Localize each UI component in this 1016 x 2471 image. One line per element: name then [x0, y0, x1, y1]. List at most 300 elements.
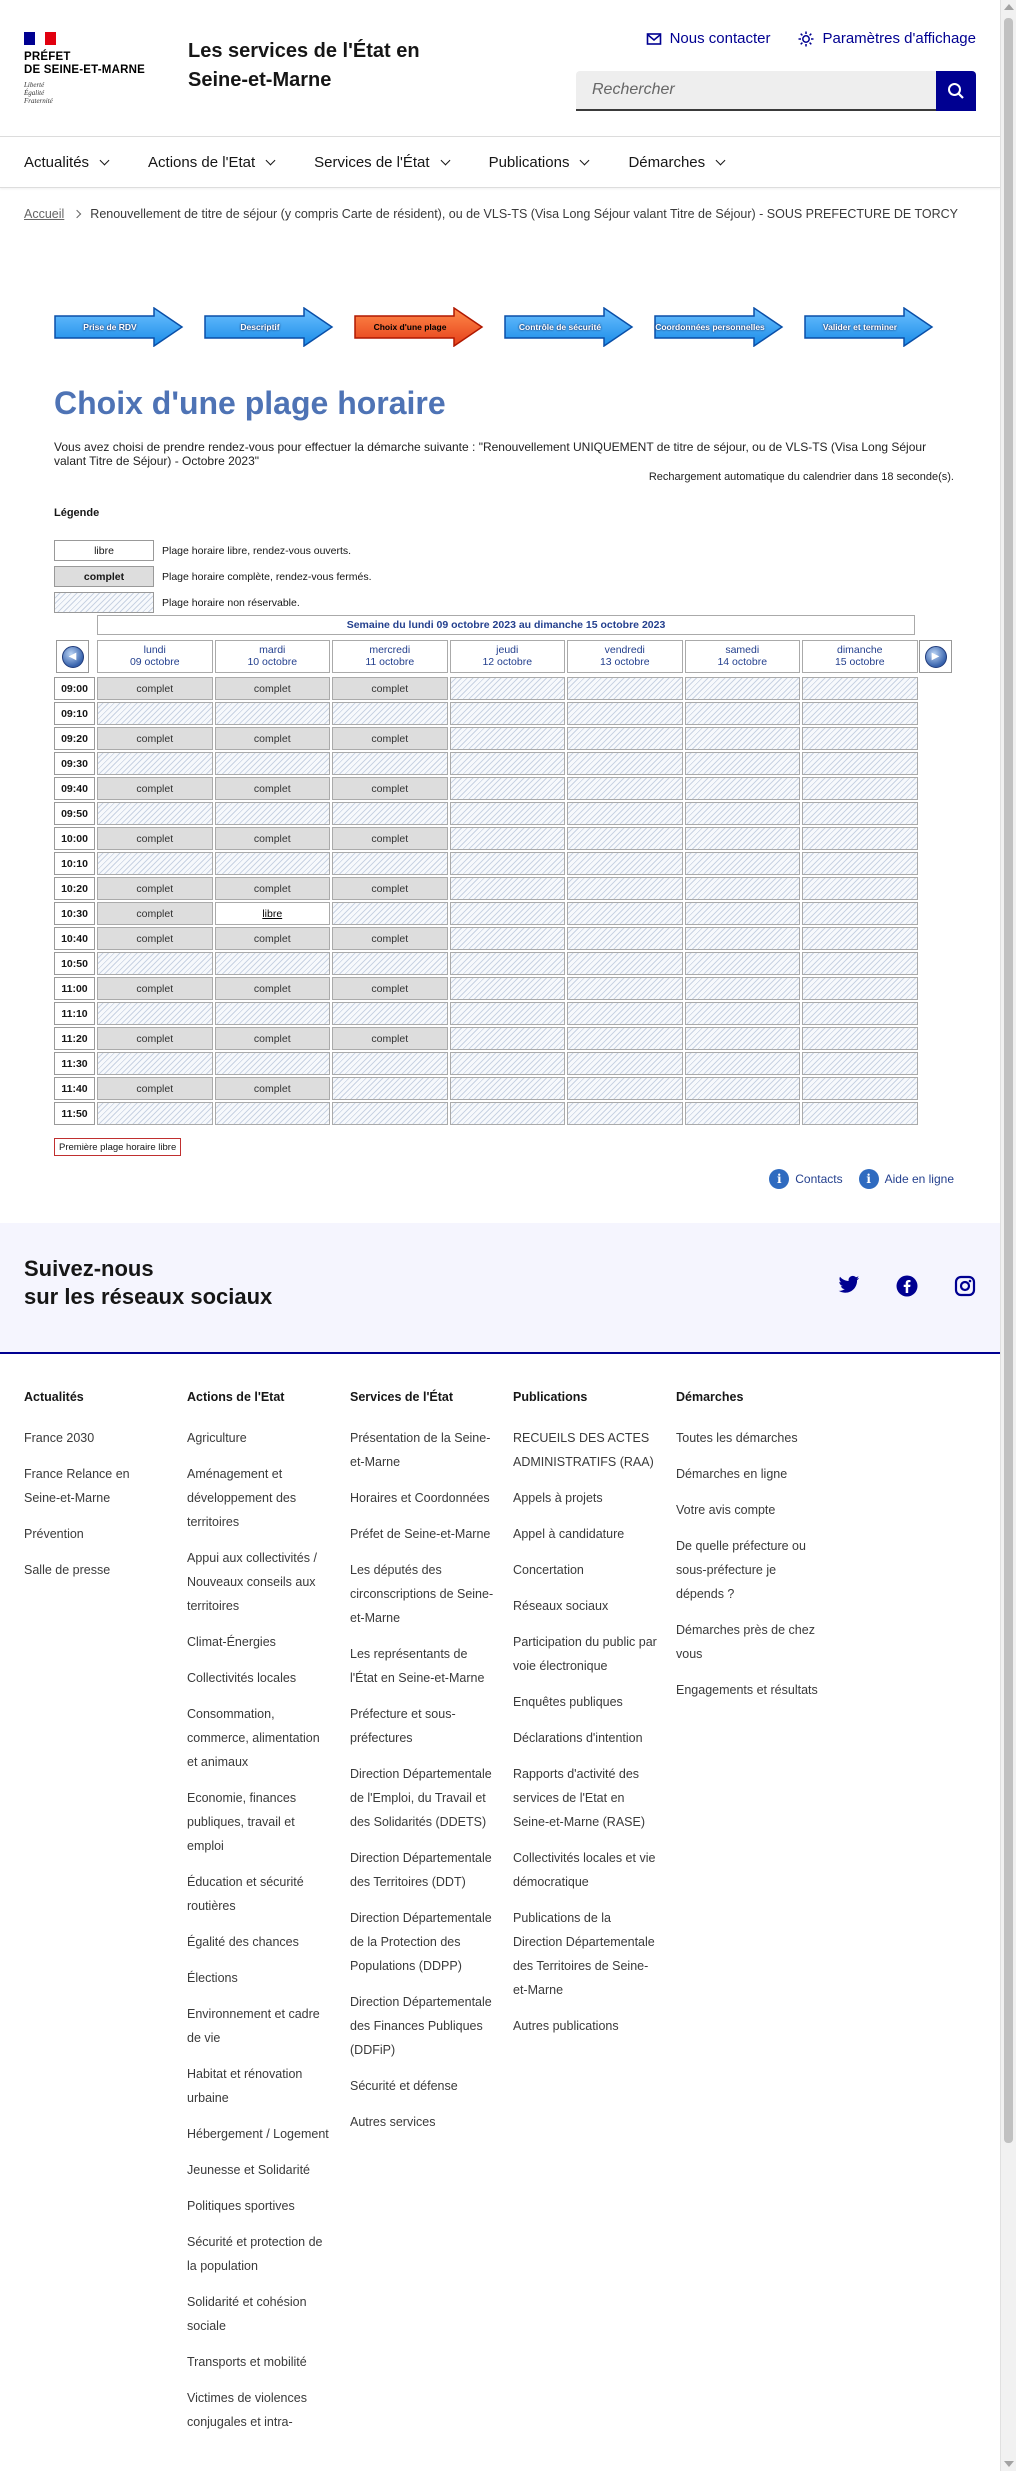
slot-full: complet [215, 777, 331, 800]
slot-full: complet [97, 777, 213, 800]
contacts-link[interactable] [769, 1169, 842, 1189]
nav-item-label: Publications [488, 154, 570, 171]
slot-unavailable [97, 1102, 213, 1125]
calendar-row [54, 927, 918, 950]
footer-link[interactable]: Habitat et rénovation urbaine [187, 2067, 303, 2105]
slot-unavailable [802, 852, 918, 875]
legend-heading: Légende [54, 507, 100, 519]
slot-unavailable [802, 1052, 918, 1075]
slot-full: complet [215, 827, 331, 850]
time-slot-label: 11:30 [54, 1052, 95, 1075]
time-slot-label: 10:20 [54, 877, 95, 900]
slot-unavailable [332, 852, 448, 875]
slot-full: complet [332, 877, 448, 900]
slot-unavailable [685, 1102, 801, 1125]
scrollbar-thumb[interactable] [1004, 18, 1013, 2143]
footer-link[interactable]: Direction Départementale de la Protection des Populations (DDPP) [350, 1911, 492, 1973]
day-header [332, 640, 448, 673]
calendar-row [54, 1027, 918, 1050]
nav-item-label: Actions de l'Etat [148, 154, 256, 171]
slot-unavailable [450, 927, 566, 950]
slot-unavailable [685, 902, 801, 925]
calendar-row [54, 752, 918, 775]
footer-link[interactable]: Collectivités locales et vie démocratique [513, 1851, 656, 1889]
day-headers [97, 640, 918, 673]
step-3 [354, 307, 484, 347]
time-slot-label: 09:20 [54, 727, 95, 750]
chevron-down-icon [100, 156, 110, 166]
slot-unavailable [567, 827, 683, 850]
footer-column [513, 1390, 676, 2446]
footer-link[interactable]: Prévention [24, 1527, 84, 1541]
slot-unavailable [802, 777, 918, 800]
footer-link[interactable]: Economie, finances publiques, travail et emploi [187, 1791, 297, 1853]
display-settings-link[interactable] [798, 30, 976, 47]
slot-full: complet [97, 977, 213, 1000]
slot-full: complet [97, 1077, 213, 1100]
slot-unavailable [450, 827, 566, 850]
day-date: 10 octobre [247, 656, 298, 668]
slot-unavailable [450, 727, 566, 750]
slot-unavailable [97, 1002, 213, 1025]
slot-unavailable [567, 1102, 683, 1125]
chevron-right-icon [73, 210, 81, 218]
calendar-row [54, 827, 918, 850]
footer-link[interactable]: Transports et mobilité [187, 2355, 307, 2369]
nav-item-label: Actualités [24, 154, 90, 171]
day-date: 14 octobre [717, 656, 768, 668]
slot-unavailable [685, 952, 801, 975]
search-icon [947, 82, 965, 100]
footer-link[interactable]: Toutes les démarches [676, 1431, 798, 1445]
next-week-button[interactable] [919, 640, 952, 673]
slot-unavailable [685, 777, 801, 800]
breadcrumb [24, 207, 984, 221]
footer-link[interactable]: Sécurité et défense [350, 2079, 458, 2093]
footer-link[interactable]: Direction Départementale des Finances Publiques (DDFiP) [350, 1995, 492, 2057]
motto-3: Fraternité [24, 97, 53, 105]
slot-unavailable [450, 952, 566, 975]
slot-full: complet [332, 777, 448, 800]
mail-icon [646, 32, 662, 46]
nav-item[interactable] [314, 154, 464, 171]
slot-unavailable [802, 752, 918, 775]
footer-link[interactable]: Appel à candidature [513, 1527, 625, 1541]
footer-link[interactable]: Direction Départementale des Territoires (DDT) [350, 1851, 492, 1889]
footer-heading: Actions de l'Etat [187, 1390, 285, 1404]
footer-link[interactable]: Participation du public par voie électronique [513, 1635, 657, 1673]
slot-unavailable [332, 1077, 448, 1100]
time-slot-label: 10:40 [54, 927, 95, 950]
slot-unavailable [450, 1002, 566, 1025]
calendar-row [54, 677, 918, 700]
calendar-row [54, 727, 918, 750]
slot-unavailable [802, 1102, 918, 1125]
slot-unavailable [685, 1002, 801, 1025]
slot-unavailable [567, 1027, 683, 1050]
calendar-row [54, 977, 918, 1000]
footer-link[interactable]: Réseaux sociaux [513, 1599, 609, 1613]
slot-full: complet [215, 927, 331, 950]
footer-column [187, 1390, 350, 2446]
slot-full: complet [97, 677, 213, 700]
footer-link[interactable]: Appels à projets [513, 1491, 603, 1505]
footer-link[interactable]: Solidarité et cohésion sociale [187, 2295, 307, 2333]
legend [54, 540, 372, 618]
slot-unavailable [802, 1077, 918, 1100]
slot-unavailable [567, 952, 683, 975]
slot-full: complet [97, 1027, 213, 1050]
info-icon: i [769, 1169, 789, 1189]
footer-link[interactable]: Appui aux collectivités / Nouveaux conseils aux territoires [187, 1551, 317, 1613]
slot-unavailable [685, 727, 801, 750]
arrow-right-icon: ▶ [925, 646, 947, 668]
slot-unavailable [567, 752, 683, 775]
reload-notice: Rechargement automatique du calendrier dans 18 seconde(s). [648, 471, 954, 483]
day-header [97, 640, 213, 673]
time-slot-label: 10:30 [54, 902, 95, 925]
slot-unavailable [215, 852, 331, 875]
footer-link[interactable]: Démarches en ligne [676, 1467, 788, 1481]
slot-unavailable [685, 977, 801, 1000]
slot-unavailable [685, 927, 801, 950]
slot-unavailable [215, 752, 331, 775]
day-header [802, 640, 918, 673]
step-label: Choix d'une plage [373, 322, 447, 332]
footer-link[interactable]: Publications de la Direction Départementale des Territoires de Seine-et-Marne [513, 1911, 655, 1997]
prefet-logo[interactable] [24, 32, 154, 105]
online-help-link[interactable] [859, 1169, 954, 1189]
slot-unavailable [450, 802, 566, 825]
slot-unavailable [567, 902, 683, 925]
slot-unavailable [450, 752, 566, 775]
calendar-row [54, 852, 918, 875]
footer-column [676, 1390, 839, 2446]
footer-link[interactable]: Victimes de violences conjugales et intra- [187, 2391, 307, 2429]
slot-unavailable [685, 1052, 801, 1075]
slot-unavailable [802, 677, 918, 700]
footer-link[interactable]: Sécurité et protection de la population [187, 2235, 323, 2273]
social-title-line2: sur les réseaux sociaux [24, 1284, 273, 1309]
legend-full-box: complet [54, 566, 154, 587]
slot-unavailable [802, 702, 918, 725]
nav-item[interactable] [148, 154, 290, 171]
nav-item[interactable] [489, 154, 605, 171]
calendar-row [54, 952, 918, 975]
calendar-grid [54, 677, 918, 1127]
nav-item-label: Services de l'État [314, 154, 430, 171]
slot-unavailable [450, 702, 566, 725]
slot-unavailable [567, 677, 683, 700]
arrow-left-icon: ◀ [62, 646, 84, 668]
time-slot-label: 10:10 [54, 852, 95, 875]
day-header [685, 640, 801, 673]
chevron-down-icon [580, 156, 590, 166]
legend-free [54, 540, 372, 561]
slot-unavailable [567, 1077, 683, 1100]
intro-text: Vous avez choisi de prendre rendez-vous pour effectuer la démarche suivante : "Renouvellement UNIQUEMENT de titre de séjour, ou de VLS-TS (Visa Long Séjour valant Titre de Séjour) - Octobre 2023" [54, 440, 927, 468]
slot-unavailable [802, 1002, 918, 1025]
nav-item-label: Démarches [628, 154, 706, 171]
footer-link[interactable]: Engagements et résultats [676, 1683, 818, 1697]
slot-unavailable [802, 1027, 918, 1050]
display-settings-label: Paramètres d'affichage [822, 30, 976, 47]
contact-link[interactable] [646, 30, 771, 47]
slot-unavailable [97, 802, 213, 825]
slot-unavailable [332, 802, 448, 825]
footer-link[interactable]: Salle de presse [24, 1563, 111, 1577]
slot-unavailable [802, 877, 918, 900]
contacts-label: Contacts [795, 1172, 843, 1186]
day-name: vendredi [604, 644, 645, 656]
slot-unavailable [567, 927, 683, 950]
slot-free[interactable]: libre [215, 902, 331, 925]
day-name: mercredi [369, 644, 411, 656]
search-bar [576, 71, 976, 111]
slot-unavailable [450, 777, 566, 800]
slot-unavailable [450, 902, 566, 925]
slot-unavailable [97, 1052, 213, 1075]
time-slot-label: 10:00 [54, 827, 95, 850]
social-title-line1: Suivez-nous [24, 1256, 154, 1281]
slot-unavailable [450, 977, 566, 1000]
time-slot-label: 11:20 [54, 1027, 95, 1050]
slot-unavailable [567, 1002, 683, 1025]
day-header [215, 640, 331, 673]
breadcrumb-home[interactable]: Accueil [24, 207, 65, 221]
calendar-row [54, 702, 918, 725]
chevron-down-icon [266, 156, 276, 166]
slot-unavailable [802, 827, 918, 850]
step-4 [504, 307, 634, 347]
facebook-icon[interactable] [896, 1275, 918, 1297]
calendar-row [54, 802, 918, 825]
footer-link[interactable]: Hébergement / Logement [187, 2127, 329, 2141]
calendar-row [54, 777, 918, 800]
day-name: jeudi [496, 644, 519, 656]
slot-unavailable [332, 1002, 448, 1025]
footer-link[interactable]: Autres publications [513, 2019, 619, 2033]
time-slot-label: 10:50 [54, 952, 95, 975]
page-title: Choix d'une plage horaire [54, 385, 446, 421]
footer-link[interactable]: Votre avis compte [676, 1503, 776, 1517]
slot-unavailable [450, 1052, 566, 1075]
slot-unavailable [97, 952, 213, 975]
footer-link[interactable]: Préfecture et sous-préfectures [350, 1707, 456, 1745]
search-button[interactable] [936, 71, 976, 111]
slot-unavailable [332, 752, 448, 775]
legend-unavailable [54, 592, 372, 613]
instagram-icon[interactable] [954, 1275, 976, 1297]
slot-unavailable [215, 802, 331, 825]
site-header [0, 0, 1000, 137]
legend-unavailable-text: Plage horaire non réservable. [162, 596, 300, 609]
slot-unavailable [685, 852, 801, 875]
slot-unavailable [685, 802, 801, 825]
footer-link[interactable]: Consommation, commerce, alimentation et animaux [187, 1707, 320, 1769]
slot-full: complet [97, 927, 213, 950]
legend-free-text: Plage horaire libre, rendez-vous ouverts. [162, 544, 352, 557]
nav-item[interactable] [24, 154, 124, 171]
footer-column [350, 1390, 513, 2446]
slot-full: complet [215, 1027, 331, 1050]
footer-link[interactable]: Direction Départementale de l'Emploi, du Travail et des Solidarités (DDETS) [350, 1767, 492, 1829]
footer-link[interactable]: Collectivités locales [187, 1671, 297, 1685]
step-label: Contrôle de sécurité [518, 322, 602, 332]
slot-full: complet [215, 977, 331, 1000]
step-5 [654, 307, 784, 347]
time-slot-label: 11:40 [54, 1077, 95, 1100]
previous-week-button[interactable] [56, 640, 89, 673]
time-slot-label: 09:30 [54, 752, 95, 775]
footer-link[interactable]: Environnement et cadre de vie [187, 2007, 320, 2045]
flag-icon [24, 32, 56, 45]
slot-unavailable [450, 1027, 566, 1050]
footer-link[interactable]: Agriculture [187, 1431, 247, 1445]
day-name: samedi [725, 644, 760, 656]
slot-unavailable [215, 1002, 331, 1025]
slot-full: complet [332, 827, 448, 850]
step-label: Descriptif [240, 322, 280, 332]
info-icon: i [859, 1169, 879, 1189]
day-name: lundi [143, 644, 166, 656]
time-slot-label: 09:00 [54, 677, 95, 700]
slot-unavailable [567, 702, 683, 725]
slot-full: complet [97, 877, 213, 900]
footer-link[interactable]: France Relance en Seine-et-Marne [24, 1467, 130, 1505]
calendar-row [54, 877, 918, 900]
step-label: Coordonnées personnelles [655, 322, 765, 332]
search-input[interactable]: Rechercher [576, 71, 936, 111]
slot-full: complet [97, 902, 213, 925]
slot-unavailable [332, 1052, 448, 1075]
step-2 [204, 307, 334, 347]
footer-link[interactable]: Climat-Énergies [187, 1635, 276, 1649]
step-6 [804, 307, 934, 347]
calendar-row [54, 1102, 918, 1125]
step-1 [54, 307, 184, 347]
footer-link[interactable]: Éducation et sécurité routières [187, 1875, 304, 1913]
legend-full-text: Plage horaire complète, rendez-vous fermés. [162, 570, 372, 583]
footer-link[interactable]: Jeunesse et Solidarité [187, 2163, 310, 2177]
footer-link[interactable]: Aménagement et développement des territoires [187, 1467, 297, 1529]
scrollbar[interactable] [1000, 0, 1016, 2471]
step-label: Valider et terminer [822, 322, 898, 332]
footer-link[interactable]: Enquêtes publiques [513, 1695, 623, 1709]
slot-unavailable [802, 977, 918, 1000]
slot-full: complet [215, 877, 331, 900]
service-title[interactable]: Les services de l'État en Seine-et-Marne [188, 40, 420, 91]
slot-full: complet [215, 1077, 331, 1100]
calendar-row [54, 902, 918, 925]
footer-link[interactable]: Élections [187, 1971, 238, 1985]
slot-full: complet [332, 977, 448, 1000]
slot-unavailable [97, 702, 213, 725]
slot-unavailable [685, 1077, 801, 1100]
time-slot-label: 09:10 [54, 702, 95, 725]
time-slot-label: 11:10 [54, 1002, 95, 1025]
footer-heading: Actualités [24, 1390, 84, 1404]
legend-unavailable-box [54, 592, 154, 613]
day-name: mardi [259, 644, 286, 656]
footer-link[interactable]: France 2030 [24, 1431, 95, 1445]
slot-unavailable [450, 1077, 566, 1100]
time-slot-label: 11:50 [54, 1102, 95, 1125]
sun-icon [798, 31, 814, 47]
slot-unavailable [567, 727, 683, 750]
chevron-down-icon [440, 156, 450, 166]
footer-link[interactable]: Préfet de Seine-et-Marne [350, 1527, 491, 1541]
scroll-down-icon[interactable] [1004, 2461, 1014, 2467]
footer-link[interactable]: De quelle préfecture ou sous-préfecture je dépends ? [676, 1539, 806, 1601]
week-title: Semaine du lundi 09 octobre 2023 au dimanche 15 octobre 2023 [97, 615, 915, 635]
slot-unavailable [450, 1102, 566, 1125]
footer-link[interactable]: Autres services [350, 2115, 436, 2129]
footer-link[interactable]: Déclarations d'intention [513, 1731, 643, 1745]
footer-link[interactable]: Les députés des circonscriptions de Seine-et-Marne [350, 1563, 494, 1625]
slot-unavailable [332, 902, 448, 925]
footer-links [24, 1390, 839, 2446]
slot-unavailable [450, 677, 566, 700]
slot-unavailable [802, 952, 918, 975]
slot-unavailable [97, 852, 213, 875]
slot-unavailable [567, 777, 683, 800]
calendar-row [54, 1002, 918, 1025]
slot-unavailable [450, 852, 566, 875]
motto-1: Liberté [24, 81, 45, 89]
slot-unavailable [802, 802, 918, 825]
slot-unavailable [97, 752, 213, 775]
footer-link[interactable]: Horaires et Coordonnées [350, 1491, 490, 1505]
social-title [24, 1255, 272, 1311]
slot-unavailable [567, 877, 683, 900]
slot-unavailable [215, 702, 331, 725]
footer-heading: Publications [513, 1390, 588, 1404]
slot-unavailable [685, 1027, 801, 1050]
contact-label: Nous contacter [669, 30, 771, 47]
footer-link[interactable]: Égalité des chances [187, 1935, 299, 1949]
progress-steps [54, 307, 934, 347]
slot-full: complet [97, 827, 213, 850]
time-slot-label: 11:00 [54, 977, 95, 1000]
footer-link[interactable]: Les représentants de l'État en Seine-et-Marne [350, 1647, 485, 1685]
first-free-slot-button[interactable]: Première plage horaire libre [54, 1138, 181, 1156]
slot-unavailable [215, 952, 331, 975]
slot-full: complet [332, 927, 448, 950]
nav-item[interactable] [628, 154, 740, 171]
twitter-icon[interactable] [838, 1275, 860, 1295]
main-nav [0, 137, 1000, 188]
day-name: dimanche [836, 644, 883, 656]
slot-unavailable [332, 1102, 448, 1125]
slot-full: complet [97, 727, 213, 750]
footer-link[interactable]: Concertation [513, 1563, 584, 1577]
scroll-up-icon[interactable] [1004, 4, 1014, 10]
slot-unavailable [685, 677, 801, 700]
footer-link[interactable]: RECUEILS DES ACTES ADMINISTRATIFS (RAA) [513, 1431, 654, 1469]
slot-unavailable [215, 1102, 331, 1125]
day-date: 12 octobre [482, 656, 533, 668]
day-date: 13 octobre [599, 656, 650, 668]
slot-full: complet [332, 677, 448, 700]
footer-link[interactable]: Politiques sportives [187, 2199, 295, 2213]
footer-link[interactable]: Présentation de la Seine-et-Marne [350, 1431, 491, 1469]
slot-unavailable [685, 877, 801, 900]
logo-line1: PRÉFET [24, 51, 71, 63]
breadcrumb-current: Renouvellement de titre de séjour (y compris Carte de résident), ou de VLS-TS (Visa Long Séjour valant Titre de Séjour) - SOUS PREFECTURE DE TORCY [90, 207, 959, 221]
footer-link[interactable]: Démarches près de chez vous [676, 1623, 815, 1661]
footer-link[interactable]: Rapports d'activité des services de l'Etat en Seine-et-Marne (RASE) [513, 1767, 645, 1829]
